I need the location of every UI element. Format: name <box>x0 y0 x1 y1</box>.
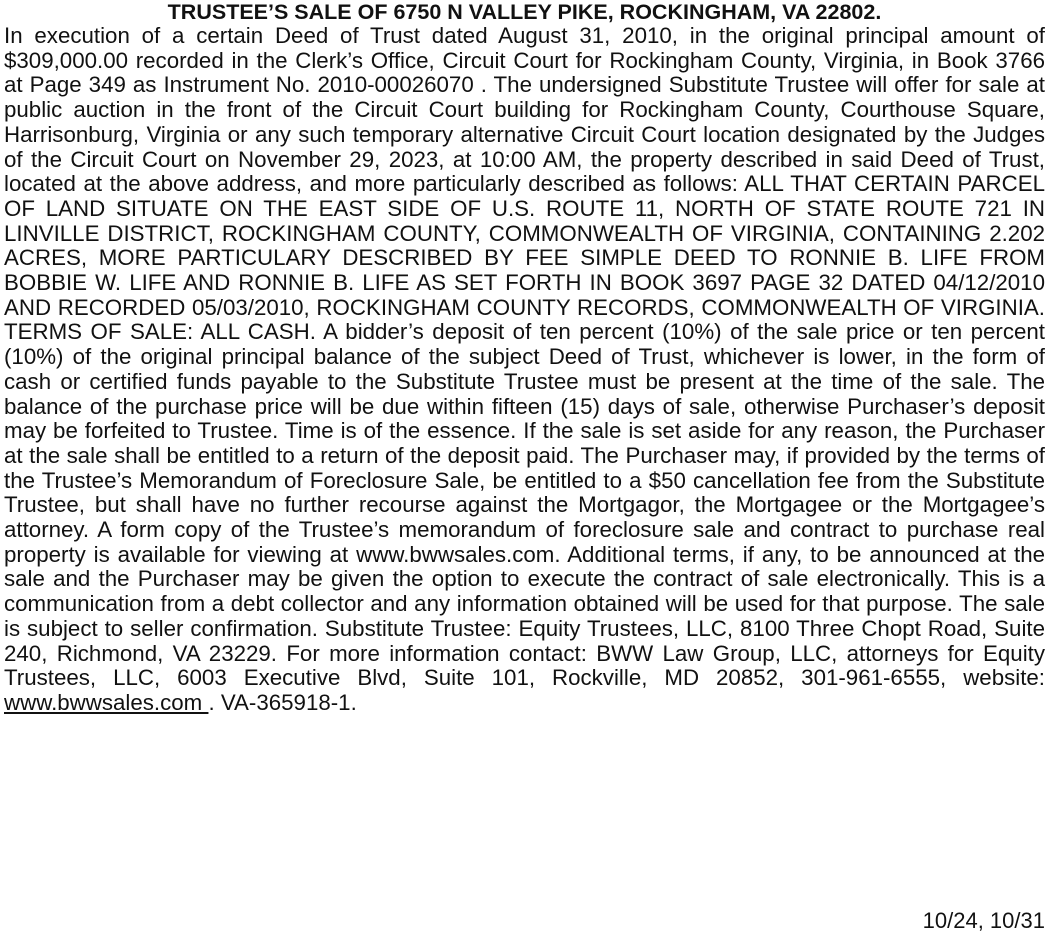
notice-body-text: In execution of a certain Deed of Trust dated August 31, 2010, in the original principal amount of $309,000.00 recorded in the Clerk’s Office, Circuit Court for Rockingham County, Virginia, in Book 3766 at Page 349 as Instrument No. 2010-00026070 . The undersigned Substitute Trustee will offer for sale at public auction in the front of the Circuit Court building for Rockingham County, Courthouse Square, Harrisonburg, Virginia or any such temporary alternative Circuit Court location designated by the Judges of the Circuit Court on November 29, 2023, at 10:00 AM, the property described in said Deed of Trust, located at the above address, and more particularly described as follows: ALL THAT CERTAIN PARCEL OF LAND SITUATE ON THE EAST SIDE OF U.S. ROUTE 11, NORTH OF STATE ROUTE 721 IN LINVILLE DISTRICT, ROCKINGHAM COUNTY, COMMONWEALTH OF VIRGINIA, CONTAINING 2.202 ACRES, MORE PARTICULARY DESCRIBED BY FEE SIMPLE DEED TO RONNIE B. LIFE FROM BOBBIE W. LIFE AND RONNIE B. LIFE AS SET FORTH IN BOOK 3697 PAGE 32 DATED 04/12/2010 AND RECORDED 05/03/2010, ROCKINGHAM COUNTY RECORDS, COMMONWEALTH OF VIRGINIA. TERMS OF SALE: ALL CASH. A bidder’s deposit of ten percent (10%) of the sale price or ten percent (10%) of the original principal balance of the subject Deed of Trust, whichever is lower, in the form of cash or certified funds payable to the Substitute Trustee must be present at the time of the sale. The balance of the purchase price will be due within fifteen (15) days of sale, otherwise Purchaser’s deposit may be forfeited to Trustee. Time is of the essence. If the sale is set aside for any reason, the Purchaser at the sale shall be entitled to a return of the deposit paid. The Purchaser may, if provided by the terms of the Trustee’s Memorandum of Foreclosure Sale, be entitled to a $50 cancellation fee from the Substitute Trustee, but shall have no further recourse against the Mortgagor, the Mortgagee or the Mortgagee’s attorney. A form copy of the Trustee’s memorandum of foreclosure sale and contract to purchase real property is available for viewing at www.bwwsales.com. Additional terms, if any, to be announced at the sale and the Purchaser may be given the option to execute the contract of sale electronically. This is a communication from a debt collector and any information obtained will be used for that purpose. The sale is subject to seller confirmation. Substitute Trustee: Equity Trustees, LLC, 8100 Three Chopt Road, Suite 240, Richmond, VA 23229. For more information contact: BWW Law Group, LLC, attorneys for Equity Trustees, LLC, 6003 Executive Blvd, Suite 101, Rockville, MD 20852, 301-961-6555, website: <box>4 23 1045 691</box>
notice-reference-number: . VA-365918-1. <box>208 689 357 715</box>
legal-notice <box>4 0 1045 716</box>
notice-body <box>4 24 1045 716</box>
publication-dates: 10/24, 10/31 <box>922 908 1045 933</box>
bwwsales-website-link[interactable]: www.bwwsales.com <box>4 689 209 715</box>
notice-title: TRUSTEE’S SALE OF 6750 N VALLEY PIKE, ROCKINGHAM, VA 22802. <box>167 0 882 24</box>
